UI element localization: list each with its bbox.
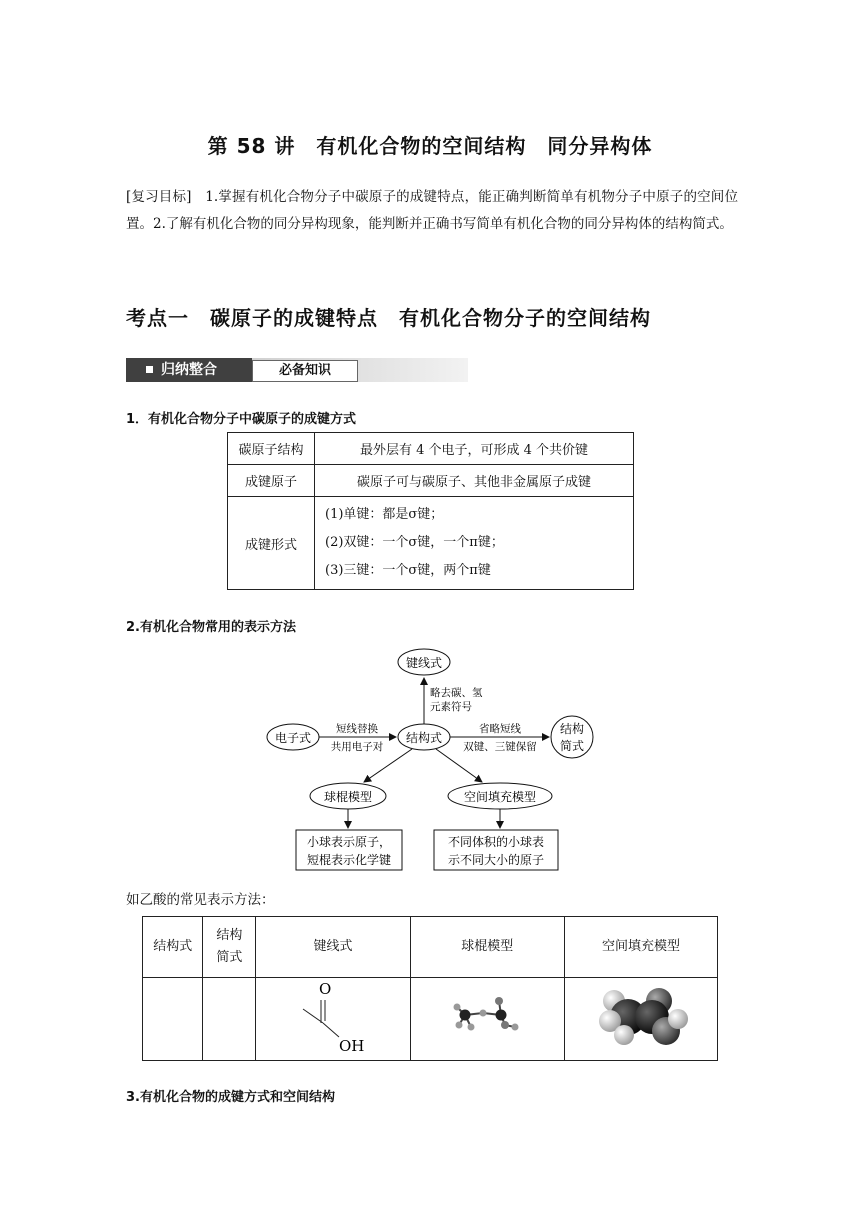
node-electron-label: 电子式 — [274, 731, 312, 745]
table-cell: 成键原子 — [228, 465, 315, 497]
node-ball-stick-label: 球棍模型 — [323, 790, 373, 804]
arrow-right-note-2: 双键、三键保留 — [463, 741, 537, 753]
ball-stick-model-icon — [417, 979, 557, 1055]
section-title: 考点一 碳原子的成键特点 有机化合物分子的空间结构 — [126, 306, 651, 330]
table-cell: 碳原子可与碳原子、其他非金属原子成键 — [315, 465, 634, 497]
table-row — [228, 433, 634, 465]
banner-left — [126, 358, 252, 382]
bond-line: (3)三键：一个σ键，两个π键 — [325, 563, 491, 578]
acetic-acid-table — [142, 916, 718, 1061]
table-cell: 碳原子结构 — [228, 433, 315, 465]
skeletal-hydroxyl: OH — [338, 1037, 365, 1055]
table-row — [143, 917, 718, 978]
node-structural-label: 结构式 — [405, 731, 443, 745]
space-filling-desc-1: 不同体积的小球表 — [447, 835, 545, 849]
table-header: 结构式 — [143, 917, 203, 978]
ball-stick-desc-1: 小球表示原子， — [306, 835, 392, 849]
banner-left-text: 归纳整合 — [161, 362, 217, 378]
table-header: 空间填充模型 — [565, 917, 718, 978]
table-cell — [410, 978, 564, 1061]
arrow-to-space-filling — [436, 749, 482, 782]
review-text: 1.掌握有机化合物分子中碳原子的成键特点，能正确判断简单有机物分子中原子的空间位置。2.了解有机化合物的同分异构现象，能判断并正确书写简单有机化合物的同分异构体的结构简式。 — [126, 189, 738, 232]
bonding-table — [227, 432, 634, 590]
table-row — [228, 497, 634, 590]
arrow-up-note-2: 元素符号 — [430, 701, 472, 713]
table-header — [203, 917, 256, 978]
space-filling-model-icon — [566, 979, 716, 1055]
table-header: 键线式 — [256, 917, 410, 978]
bond-line: (1)单键：都是σ键； — [325, 507, 444, 522]
page-title: 第 58 讲 有机化合物的空间结构 同分异构体 — [207, 134, 653, 158]
skeletal-oxygen: O — [318, 980, 332, 998]
skeletal-bond — [303, 1009, 323, 1023]
table-cell — [565, 978, 718, 1061]
arrow-left-note-1: 短线替换 — [336, 723, 378, 735]
acetic-acid-intro: 如乙酸的常见表示方法： — [126, 892, 275, 908]
skeletal-formula — [263, 979, 403, 1055]
node-condensed-label-1: 结构 — [559, 722, 585, 736]
arrow-right-note-1: 省略短线 — [479, 723, 521, 735]
section-banner — [126, 358, 468, 386]
table-row — [228, 465, 634, 497]
table-cell — [256, 978, 410, 1061]
subheading-3: 3.有机化合物的成键方式和空间结构 — [126, 1090, 335, 1105]
arrow-to-ball-stick — [364, 749, 412, 782]
table-cell — [143, 978, 203, 1061]
representation-diagram — [260, 644, 620, 874]
table-cell — [315, 497, 634, 590]
table-header: 球棍模型 — [410, 917, 564, 978]
table-cell: 最外层有 4 个电子，可形成 4 个共价键 — [315, 433, 634, 465]
subheading-1: 1．有机化合物分子中碳原子的成键方式 — [126, 412, 357, 427]
ball-stick-desc-2: 短棍表示化学键 — [306, 853, 392, 867]
space-filling-desc-2: 示不同大小的原子 — [447, 853, 545, 867]
node-condensed-label-2: 简式 — [559, 739, 585, 753]
table-header-line: 简式 — [216, 950, 243, 965]
square-icon — [146, 366, 153, 373]
arrow-up-note-1: 略去碳、氢 — [430, 687, 483, 699]
bond-line: (2)双键：一个σ键，一个π键； — [325, 535, 504, 550]
arrow-left-note-2: 共用电子对 — [330, 741, 384, 753]
review-label: [复习目标] — [126, 189, 192, 205]
banner-right: 必备知识 — [252, 360, 358, 382]
node-skeletal-label: 键线式 — [405, 656, 443, 670]
skeletal-bond — [323, 1023, 339, 1037]
subheading-2: 2.有机化合物常用的表示方法 — [126, 620, 296, 635]
table-cell — [203, 978, 256, 1061]
table-header-line: 结构 — [216, 928, 243, 943]
node-space-filling-label: 空间填充模型 — [463, 790, 537, 804]
table-row — [143, 978, 718, 1061]
review-objectives — [126, 184, 738, 238]
table-cell: 成键形式 — [228, 497, 315, 590]
